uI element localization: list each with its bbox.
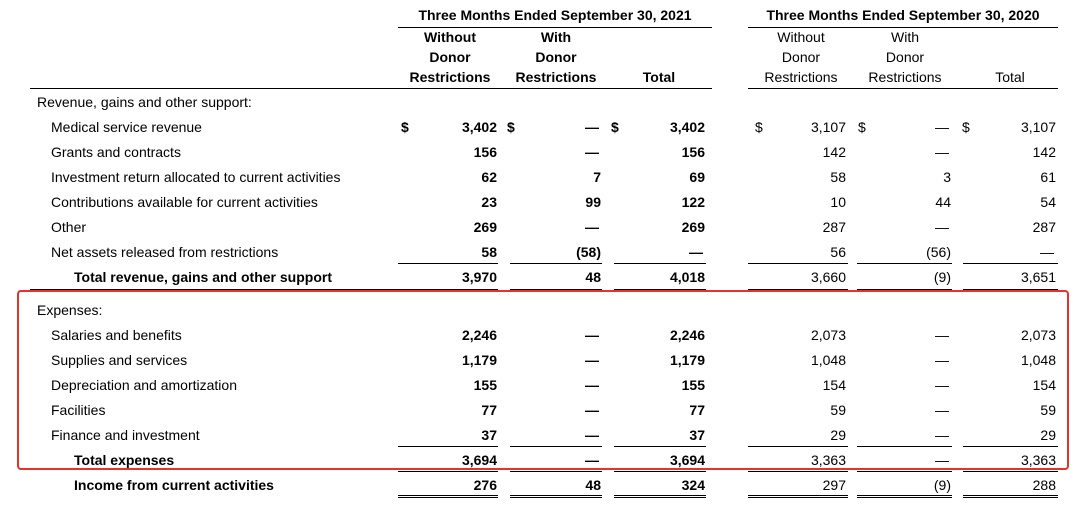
row-value: 3,694 — [669, 452, 705, 468]
row-value: 3 — [943, 169, 951, 185]
currency-symbol: $ — [755, 119, 763, 135]
row-value: — — [935, 427, 949, 443]
row-value: 1,048 — [1020, 352, 1056, 368]
row-value: — — [585, 377, 599, 393]
row-value: 155 — [681, 377, 705, 393]
row-value: 324 — [681, 477, 705, 493]
row-value: 29 — [1040, 427, 1056, 443]
row-label: Supplies and services — [51, 352, 188, 368]
row-value: 3,107 — [1020, 119, 1056, 135]
row-label: Contributions available for current activities — [51, 194, 318, 210]
row-value: 122 — [681, 194, 705, 210]
row-value: 3,402 — [461, 119, 497, 135]
row-value: — — [585, 144, 599, 160]
row-label: Other — [51, 219, 87, 235]
row-value: 1,048 — [810, 352, 846, 368]
row-value: 3,651 — [1020, 269, 1056, 285]
row-value: — — [585, 119, 599, 135]
row-value: — — [935, 219, 949, 235]
row-label: Total expenses — [74, 452, 175, 468]
column-header-line: Total — [995, 69, 1025, 85]
subtotal-rule — [748, 263, 848, 264]
row-value: 3,107 — [810, 119, 846, 135]
column-header-line: Restrictions — [764, 69, 838, 85]
row-value: 48 — [585, 477, 601, 493]
header-bottom-rule — [30, 88, 712, 89]
currency-symbol: $ — [611, 119, 619, 135]
row-value: — — [585, 352, 599, 368]
row-value: 155 — [473, 377, 497, 393]
row-value: — — [935, 402, 949, 418]
subtotal-rule — [398, 263, 498, 264]
row-value: 56 — [830, 244, 846, 260]
row-label: Investment return allocated to current activities — [51, 169, 341, 185]
grand-total-double-rule — [748, 495, 848, 498]
row-value: — — [689, 244, 703, 260]
row-value: 3,660 — [810, 269, 846, 285]
row-value: (56) — [926, 244, 951, 260]
header-bottom-rule — [748, 88, 1058, 89]
row-value: — — [935, 119, 949, 135]
total-rule — [398, 471, 498, 472]
period-title: Three Months Ended September 30, 2020 — [766, 7, 1040, 23]
row-label: Facilities — [51, 402, 106, 418]
row-value: 59 — [830, 402, 846, 418]
row-value: 288 — [1032, 477, 1056, 493]
row-value: 154 — [1032, 377, 1056, 393]
row-value: (9) — [933, 269, 951, 285]
expenses-highlight-box — [17, 290, 1069, 470]
row-value: 3,694 — [461, 452, 497, 468]
row-value: — — [1040, 244, 1054, 260]
subtotal-rule — [963, 263, 1058, 264]
row-value: 287 — [1032, 219, 1056, 235]
row-value: — — [935, 452, 949, 468]
row-value: 99 — [585, 194, 601, 210]
row-value: 154 — [822, 377, 846, 393]
row-value: 2,073 — [810, 327, 846, 343]
row-value: — — [585, 452, 599, 468]
currency-symbol: $ — [401, 119, 409, 135]
grand-total-double-rule — [857, 495, 952, 498]
row-value: 269 — [473, 219, 497, 235]
row-value: 1,179 — [461, 352, 497, 368]
currency-symbol: $ — [507, 119, 515, 135]
grand-total-double-rule — [963, 495, 1058, 498]
row-value: 269 — [681, 219, 705, 235]
row-label: Salaries and benefits — [51, 327, 182, 343]
row-value: — — [585, 402, 599, 418]
row-value: 3,363 — [1020, 452, 1056, 468]
row-value: 61 — [1040, 169, 1056, 185]
row-value: 23 — [481, 194, 497, 210]
column-header-line: Total — [642, 69, 676, 85]
total-rule — [510, 471, 602, 472]
grand-total-double-rule — [398, 495, 498, 498]
column-header-line: Restrictions — [868, 69, 942, 85]
row-value: 58 — [481, 244, 497, 260]
column-header-line: With — [540, 29, 572, 45]
row-value: 3,970 — [461, 269, 497, 285]
row-value: 156 — [681, 144, 705, 160]
row-value: — — [935, 352, 949, 368]
row-value: 29 — [830, 427, 846, 443]
row-label: Depreciation and amortization — [51, 377, 237, 393]
row-label: Medical service revenue — [51, 119, 202, 135]
grand-total-double-rule — [614, 495, 706, 498]
row-label: Income from current activities — [74, 477, 274, 493]
row-value: 156 — [473, 144, 497, 160]
row-value: — — [585, 427, 599, 443]
total-rule — [748, 471, 848, 472]
period-title: Three Months Ended September 30, 2021 — [418, 7, 692, 23]
column-header-line: With — [891, 29, 919, 45]
column-header-line: Donor — [885, 49, 925, 65]
subtotal-rule — [510, 263, 602, 264]
row-value: — — [585, 327, 599, 343]
row-value: 77 — [689, 402, 705, 418]
row-value: 2,246 — [669, 327, 705, 343]
row-value: 44 — [935, 194, 951, 210]
row-label: Expenses: — [37, 302, 103, 318]
row-value: 4,018 — [669, 269, 705, 285]
row-value: 2,246 — [461, 327, 497, 343]
row-value: 54 — [1040, 194, 1056, 210]
row-value: — — [585, 219, 599, 235]
row-value: — — [935, 327, 949, 343]
row-value: 297 — [822, 477, 846, 493]
row-value: 37 — [481, 427, 497, 443]
row-value: 77 — [481, 402, 497, 418]
row-value: 142 — [822, 144, 846, 160]
currency-symbol: $ — [962, 119, 970, 135]
row-value: 3,402 — [669, 119, 705, 135]
row-label: Grants and contracts — [51, 144, 181, 160]
row-value: 37 — [689, 427, 705, 443]
row-value: (9) — [933, 477, 951, 493]
row-value: — — [935, 144, 949, 160]
column-header-line: Restrictions — [409, 69, 491, 85]
row-value: 1,179 — [669, 352, 705, 368]
row-label: Finance and investment — [51, 427, 200, 443]
column-header-line: Donor — [429, 49, 471, 65]
total-rule — [963, 471, 1058, 472]
total-rule — [857, 471, 952, 472]
row-value: 7 — [593, 169, 601, 185]
grand-total-double-rule — [510, 495, 602, 498]
column-header-line: Donor — [781, 49, 821, 65]
row-value: 276 — [473, 477, 497, 493]
column-header-line: Without — [777, 29, 825, 45]
row-label: Net assets released from restrictions — [51, 244, 279, 260]
row-label: Revenue, gains and other support: — [37, 94, 252, 110]
column-header-line: Without — [424, 29, 476, 45]
row-value: 59 — [1040, 402, 1056, 418]
total-rule — [614, 471, 706, 472]
row-value: 58 — [830, 169, 846, 185]
row-value: — — [935, 377, 949, 393]
row-label: Total revenue, gains and other support — [74, 269, 332, 285]
row-value: (58) — [576, 244, 601, 260]
row-value: 2,073 — [1020, 327, 1056, 343]
column-header-line: Restrictions — [515, 69, 597, 85]
row-value: 48 — [585, 269, 601, 285]
currency-symbol: $ — [858, 119, 866, 135]
row-value: 69 — [689, 169, 705, 185]
column-header-line: Donor — [535, 49, 577, 65]
row-value: 62 — [481, 169, 497, 185]
row-value: 287 — [822, 219, 846, 235]
subtotal-rule — [614, 263, 706, 264]
subtotal-rule — [857, 263, 952, 264]
row-value: 142 — [1032, 144, 1056, 160]
row-value: 10 — [830, 194, 846, 210]
row-value: 3,363 — [810, 452, 846, 468]
